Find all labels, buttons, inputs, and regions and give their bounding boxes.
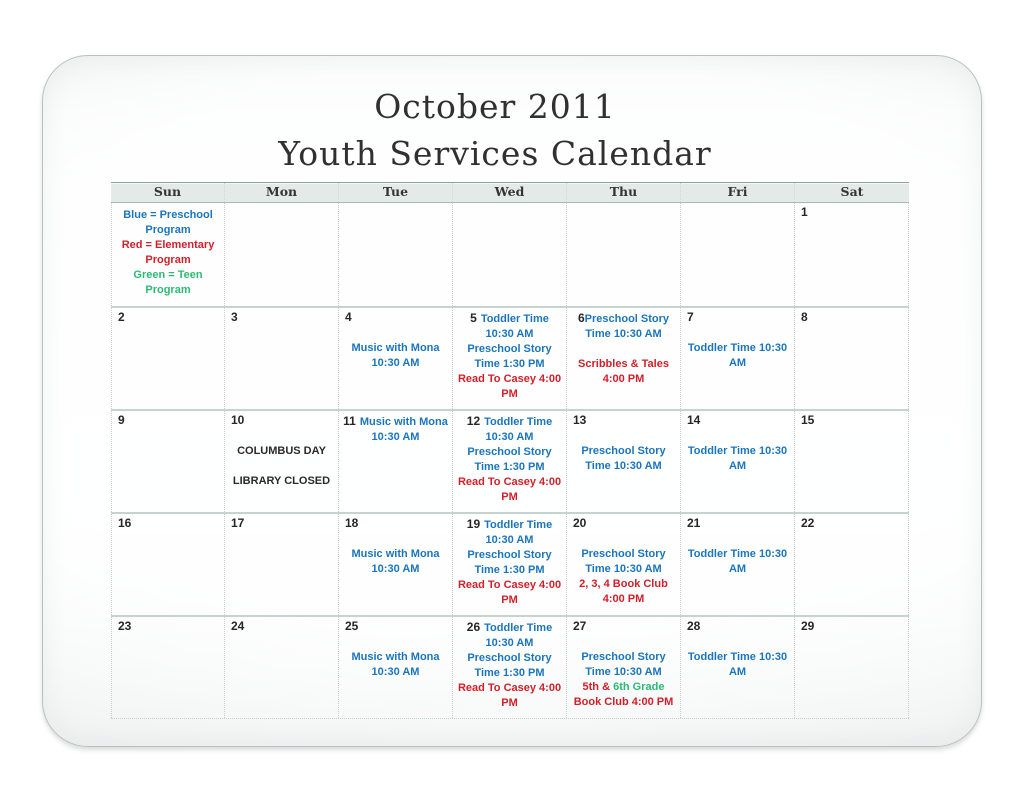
- calendar-cell: [795, 411, 909, 512]
- calendar-cell: [453, 411, 567, 512]
- calendar-cell: [453, 514, 567, 615]
- event-text-segment: Green = Teen Program: [133, 269, 203, 296]
- event-text: [456, 475, 563, 505]
- event-text: [684, 650, 791, 680]
- day-number: 17: [231, 516, 245, 530]
- calendar-page: [42, 55, 982, 747]
- event-text: [228, 474, 335, 489]
- event-text: [456, 651, 563, 681]
- calendar-cell: [339, 203, 453, 306]
- event-text-segment: LIBRARY CLOSED: [232, 475, 331, 487]
- calendar-cell: [111, 514, 225, 615]
- event-text-segment: Read To Casey 4:00 PM: [457, 579, 562, 606]
- calendar-grid: [111, 182, 909, 719]
- calendar-cell: [225, 411, 339, 512]
- day-number: 27: [573, 619, 587, 633]
- event-text: [456, 372, 563, 402]
- event-text: [115, 268, 221, 298]
- day-number: 23: [118, 619, 132, 633]
- page-title: [43, 83, 947, 177]
- event-text: [570, 547, 677, 577]
- day-number: 7: [687, 310, 694, 324]
- calendar-cell: [339, 617, 453, 718]
- calendar-cell: [567, 411, 681, 512]
- event-text-segment: Preschool Story Time 1:30 PM: [467, 446, 552, 473]
- event-text: [456, 311, 563, 342]
- event-text-segment: Red = Elementary Program: [121, 239, 215, 266]
- event-text-segment: Read To Casey 4:00 PM: [457, 682, 562, 709]
- event-text: [115, 238, 221, 268]
- event-text-segment: Toddler Time 10:30 AM: [687, 342, 788, 369]
- day-number: 3: [231, 310, 238, 324]
- event-text-segment: Music with Mona 10:30 AM: [351, 548, 440, 575]
- weekday-header: Sat: [840, 184, 864, 199]
- event-text: [342, 341, 449, 371]
- event-text-segment: Read To Casey 4:00 PM: [457, 373, 562, 400]
- day-number: 19: [466, 517, 481, 531]
- event-text: [570, 357, 677, 387]
- event-text-segment: Preschool Story Time 10:30 AM: [584, 313, 670, 340]
- event-text: [684, 444, 791, 474]
- calendar-cell: [453, 617, 567, 718]
- event-text-segment: Toddler Time 10:30 AM: [687, 445, 788, 472]
- event-text: [342, 414, 449, 445]
- calendar-cell: [567, 514, 681, 615]
- weekday-header: Wed: [453, 183, 567, 202]
- event-text-segment: Toddler Time 10:30 AM: [687, 651, 788, 678]
- calendar-cell: [225, 514, 339, 615]
- calendar-cell: [339, 308, 453, 409]
- day-number: 10: [231, 413, 245, 427]
- event-text: [115, 208, 221, 238]
- calendar-cell: [795, 203, 909, 306]
- day-number: 14: [687, 413, 701, 427]
- calendar-cell: [225, 203, 339, 306]
- calendar-cell: [681, 617, 795, 718]
- weekday-header: Mon: [225, 183, 339, 202]
- event-text: [570, 650, 677, 680]
- weekday-header: Sun: [111, 183, 225, 202]
- calendar-cell: [111, 308, 225, 409]
- day-number: 1: [801, 205, 808, 219]
- event-text-segment: Preschool Story Time 1:30 PM: [467, 343, 552, 370]
- event-text: [456, 414, 563, 445]
- calendar-cell: [681, 308, 795, 409]
- event-text: [456, 342, 563, 372]
- event-text-segment: Music with Mona 10:30 AM: [351, 342, 440, 369]
- calendar-cell: [795, 308, 909, 409]
- event-text-segment: Toddler Time 10:30 AM: [484, 622, 553, 649]
- day-number: 18: [345, 516, 359, 530]
- calendar-cell: [681, 514, 795, 615]
- day-number: 26: [466, 620, 481, 634]
- event-text: [570, 680, 677, 710]
- calendar-cell: [795, 514, 909, 615]
- event-text: [228, 444, 335, 459]
- event-text: [342, 547, 449, 577]
- event-text-segment: Scribbles & Tales 4:00 PM: [578, 358, 669, 385]
- day-number: 21: [687, 516, 701, 530]
- event-text-segment: Music with Mona 10:30 AM: [359, 416, 448, 443]
- weekday-header: Thu: [567, 183, 681, 202]
- event-text-segment: Toddler Time 10:30 AM: [687, 548, 788, 575]
- calendar-cell: [225, 308, 339, 409]
- day-number: 11: [343, 414, 356, 428]
- day-number: 16: [118, 516, 132, 530]
- day-number: 6: [577, 311, 585, 325]
- day-number: 15: [801, 413, 815, 427]
- calendar-cell: [453, 203, 567, 306]
- calendar-cell: [339, 514, 453, 615]
- day-number: 28: [687, 619, 701, 633]
- calendar-cell: [111, 203, 225, 306]
- event-text: [456, 620, 563, 651]
- calendar-cell: [567, 617, 681, 718]
- calendar-cell: [681, 411, 795, 512]
- day-number: 12: [466, 414, 481, 428]
- event-text-segment: Music with Mona 10:30 AM: [351, 651, 440, 678]
- weekday-header: Fri: [681, 183, 795, 202]
- calendar-cell: [681, 203, 795, 306]
- calendar-week-row: [111, 615, 909, 718]
- day-number: 20: [573, 516, 587, 530]
- calendar-cell: [225, 617, 339, 718]
- event-text-segment: Toddler Time 10:30 AM: [480, 313, 549, 340]
- event-text-segment: Book Club 4:00 PM: [573, 696, 674, 708]
- event-text-segment: Preschool Story Time 10:30 AM: [581, 445, 666, 472]
- day-number: 9: [118, 413, 125, 427]
- event-text-segment: Preschool Story Time 1:30 PM: [467, 549, 552, 576]
- event-text-segment: Toddler Time 10:30 AM: [484, 416, 553, 443]
- calendar-cell: [795, 617, 909, 718]
- calendar-cell: [111, 617, 225, 718]
- day-number: 8: [801, 310, 808, 324]
- weekday-header-row: [111, 182, 909, 203]
- day-number: 22: [801, 516, 815, 530]
- event-text: [342, 650, 449, 680]
- event-text: [456, 548, 563, 578]
- event-text: [570, 311, 677, 342]
- day-number: 2: [118, 310, 125, 324]
- day-number: 29: [801, 619, 815, 633]
- calendar-week-row: [111, 512, 909, 615]
- page-title-line2: Youth Services Calendar: [278, 134, 712, 173]
- event-text: [570, 577, 677, 607]
- calendar-week-row: [111, 203, 909, 306]
- calendar-cell: [567, 203, 681, 306]
- calendar-weeks: [111, 203, 909, 719]
- event-text: [456, 681, 563, 711]
- day-number: 4: [345, 310, 352, 324]
- calendar-cell: [111, 411, 225, 512]
- day-number: 13: [573, 413, 587, 427]
- page-title-line1: October 2011: [374, 87, 616, 126]
- event-text-segment: 5th &: [582, 681, 614, 693]
- event-text-segment: Preschool Story Time 10:30 AM: [581, 651, 666, 678]
- event-text-segment: Preschool Story Time 10:30 AM: [581, 548, 666, 575]
- event-text: [456, 445, 563, 475]
- event-text-segment: Toddler Time 10:30 AM: [484, 519, 553, 546]
- event-text-segment: Read To Casey 4:00 PM: [457, 476, 562, 503]
- event-text: [456, 517, 563, 548]
- event-text-segment: COLUMBUS DAY: [237, 445, 326, 457]
- calendar-week-row: [111, 306, 909, 409]
- event-text-segment: Blue = Preschool Program: [123, 209, 213, 236]
- event-text-segment: Preschool Story Time 1:30 PM: [467, 652, 552, 679]
- calendar-cell: [453, 308, 567, 409]
- event-text: [456, 578, 563, 608]
- calendar-cell: [567, 308, 681, 409]
- event-text-segment: 6th Grade: [613, 681, 665, 693]
- event-text: [684, 341, 791, 371]
- calendar-week-row: [111, 409, 909, 512]
- day-number: 5: [470, 311, 477, 325]
- event-text: [684, 547, 791, 577]
- calendar-cell: [339, 411, 453, 512]
- event-text-segment: 2, 3, 4 Book Club 4:00 PM: [579, 578, 668, 605]
- event-text: [570, 444, 677, 474]
- weekday-header: Tue: [339, 183, 453, 202]
- day-number: 25: [345, 619, 359, 633]
- day-number: 24: [231, 619, 245, 633]
